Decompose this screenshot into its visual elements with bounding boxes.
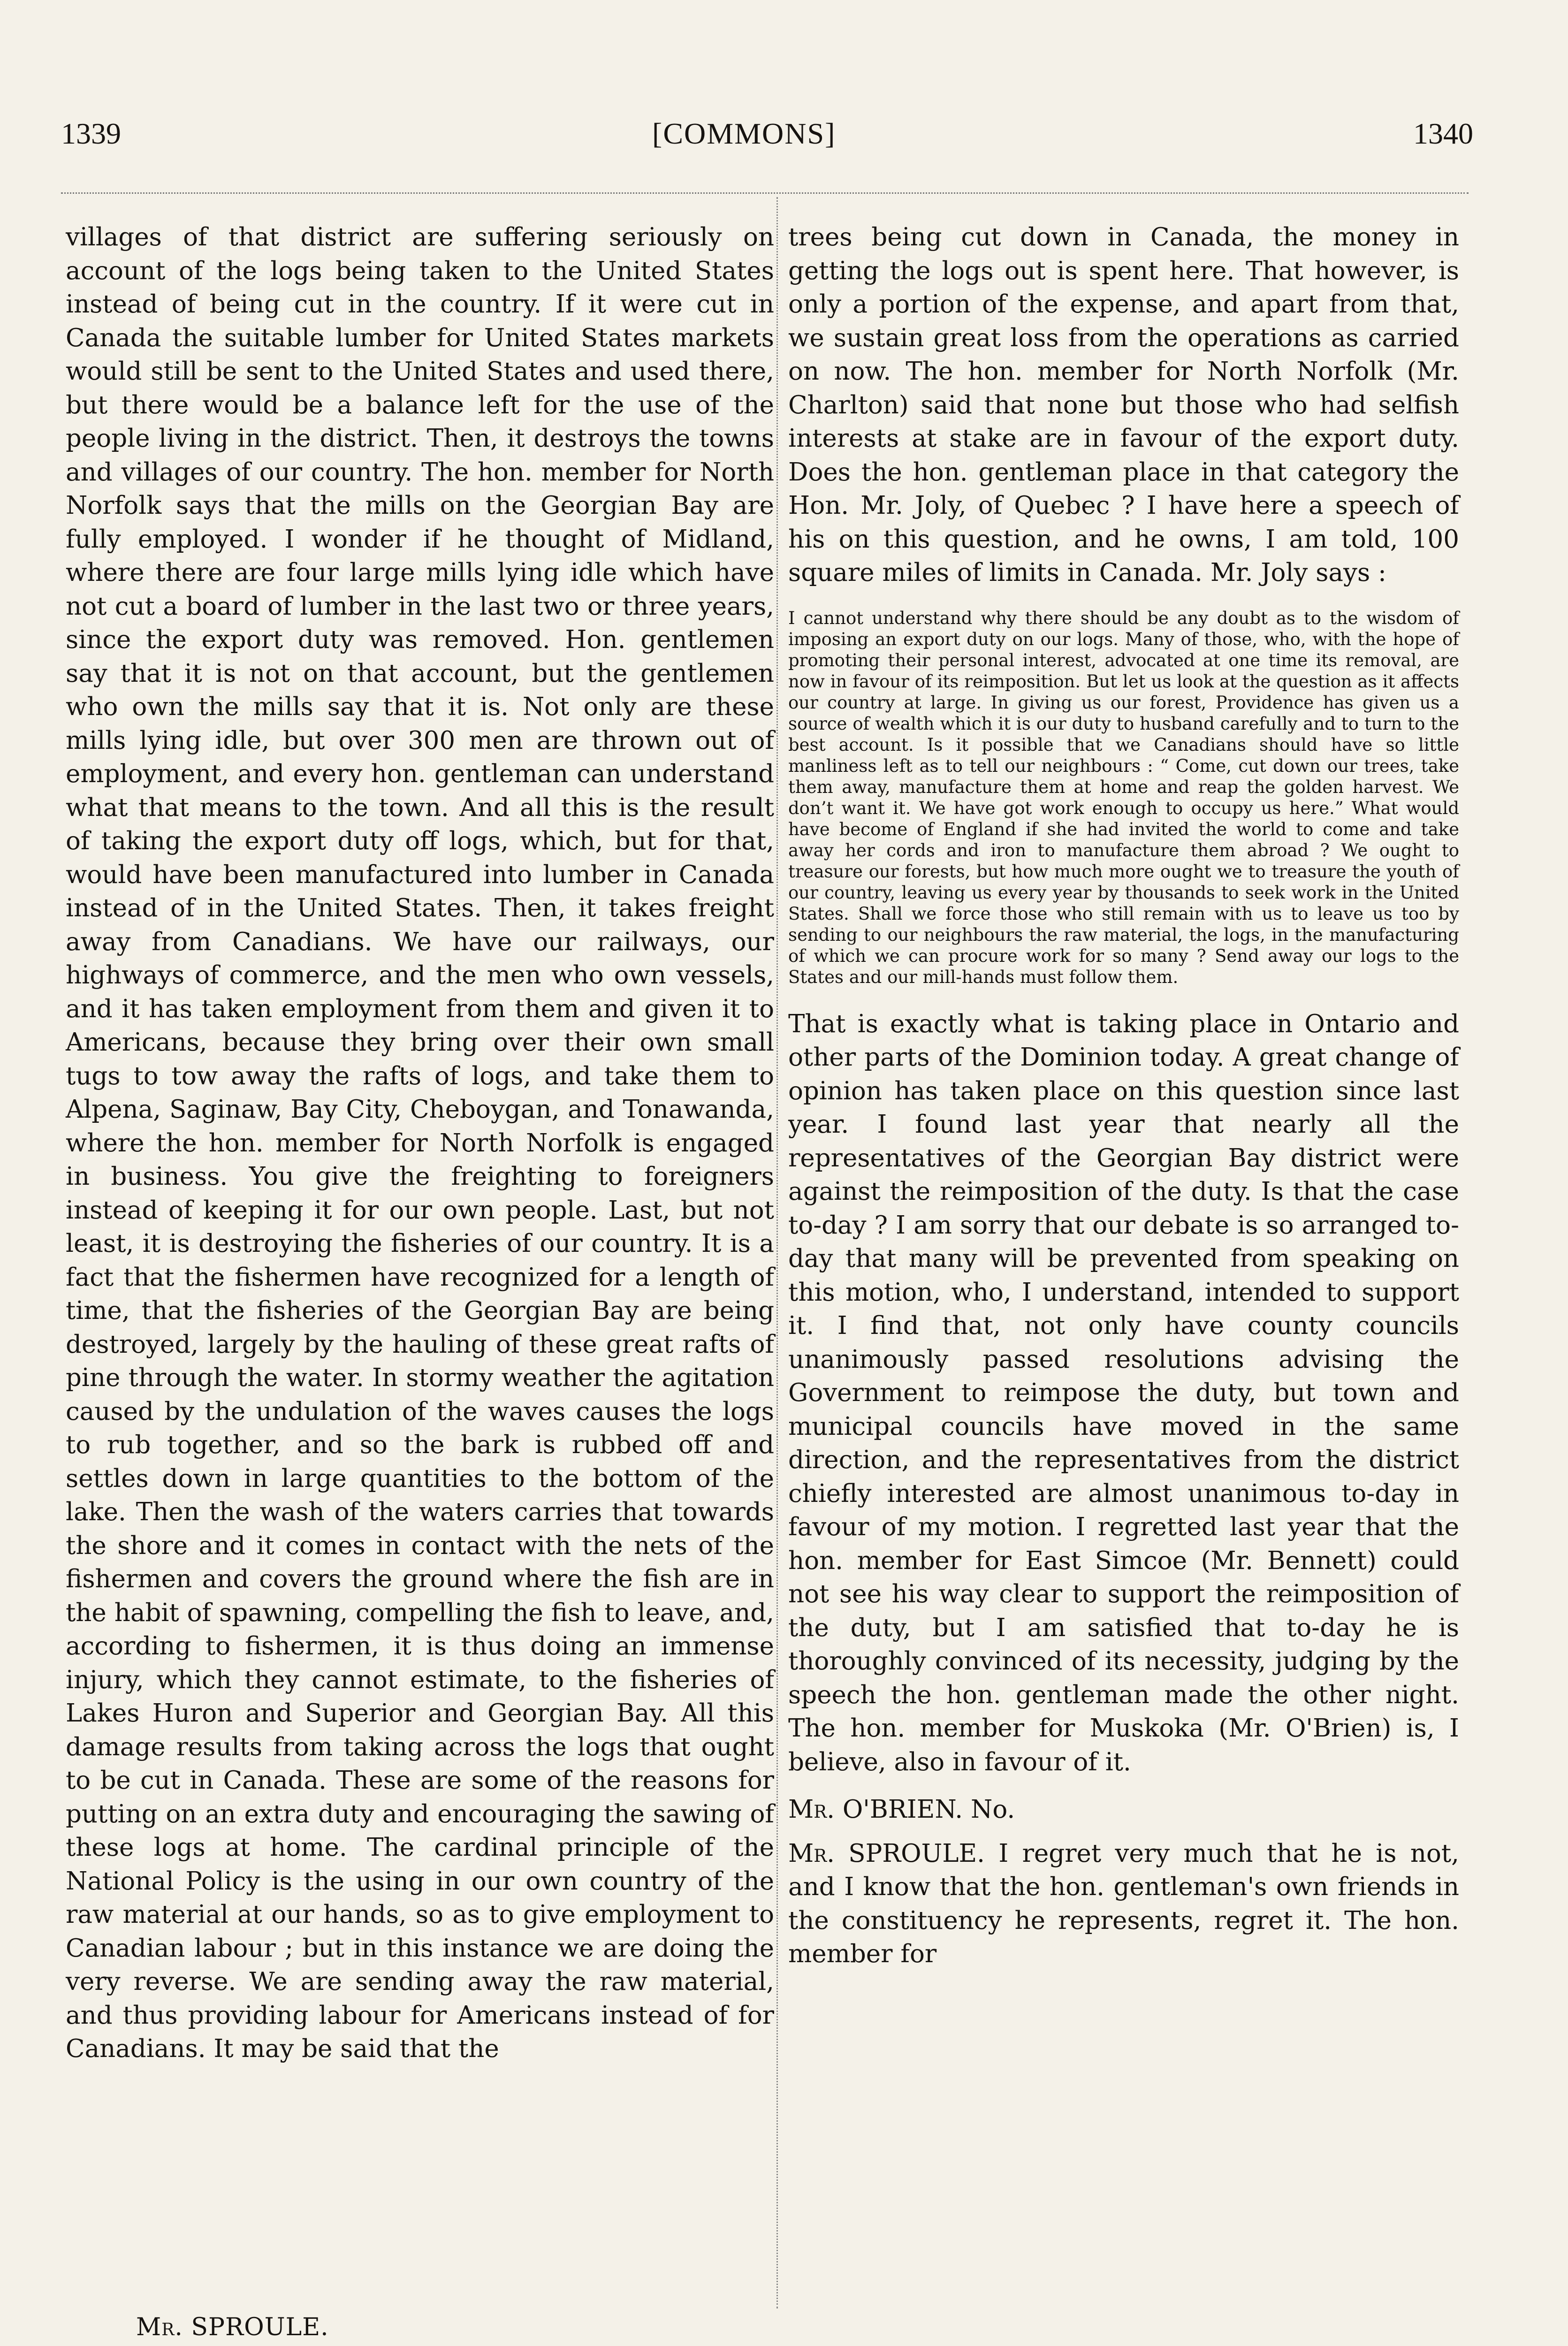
sproule-speaker: Mr. SPROULE.	[788, 1839, 985, 1868]
obrien-speaker: Mr. O'BRIEN.	[788, 1795, 963, 1824]
page-number-left: 1339	[61, 117, 121, 150]
obrien-line	[788, 1793, 1459, 1827]
sproule-paragraph	[788, 1837, 1459, 1971]
page-header	[61, 116, 1473, 168]
joly-quotation: I cannot understand why there should be any doubt as to the wisdom of imposing an export duty on our logs. Many of those, who, with the hope of promoting their personal interest, advocated at one time its removal, are now in favour of its reimposition. But let us look at the question as it affects our country at large. In giving us our forest, Providence has given us a source of wealth which it is our duty to husband carefully and to turn to the best account. Is it possible that we Canadians should have so little manliness left as to tell our neighbours : “ Come, cut down our trees, take them away, manufacture them at home and reap the golden harvest. We don’t want it. We have got work enough to occupy us here.” What would have become of England if she had invited the world to come and take away her cords and iron to manufacture them abroad ? We ought to treasure our forests, but how much more ought we to treasure the youth of our country, leaving us every year by thousands to seek work in the United States. Shall we force those who still remain with us to leave us too by sending to our neighbours the raw material, the logs, in the manufacturing of which we can procure work for so many ? Send away our logs to the States and our mill-hands must follow them.	[788, 608, 1459, 987]
right-column	[788, 221, 1459, 1971]
right-after-quote-paragraph: That is exactly what is taking place in Ontario and other parts of the Dominion today. A great change of opinion has taken place on this question since last year. I found last year that nearly all the representatives of the Georgian Bay district were against the reimposition of the duty. Is that the case to-day ? I am sorry that our debate is so arranged to-day that many will be prevented from speaking on this motion, who, I understand, intended to support it. I find that, not only have county councils unanimously passed resolutions advising the Government to reimpose the duty, but town and municipal councils have moved in the same direction, and the representatives from the district chiefly interested are almost unanimous to-day in favour of my motion. I regretted last year that the hon. member for East Simcoe (Mr. Bennett) could not see his way clear to support the reimposition of the duty, but I am satisfied that to-day he is thoroughly convinced of its necessity, judging by the speech the hon. gentleman made the other night. The hon. member for Muskoka (Mr. O'Brien) is, I believe, also in favour of it.	[788, 1009, 1459, 1776]
sproule-text: I regret very much that he is not, and I know that the hon. gentleman's own friends in the constituency he represents, regret it. The hon. member for	[788, 1839, 1460, 1968]
right-intro-paragraph: trees being cut down in Canada, the money in getting the logs out is spent here. That however, is only a portion of the expense, and apart from that, we sustain great loss from the operations as carried on now. The hon. member for North Norfolk (Mr. Charlton) said that none but those who had selfish interests at stake are in favour of the export duty. Does the hon. gentleman place in that category the Hon. Mr. Joly, of Quebec ? I have here a speech of his on this question, and he owns, I am told, 100 square miles of limits in Canada. Mr. Joly says :	[788, 223, 1459, 587]
obrien-text: No.	[971, 1795, 1015, 1824]
page-title: [COMMONS]	[652, 117, 836, 150]
left-column-text: villages of that district are suffering seriously on account of the logs being taken to the United States instead of being cut in the country. If it were cut in Canada the suitable lumber for United States markets would still be sent to the United States and used there, but there would be a balance left for the use of the people living in the district. Then, it destroys the towns and villages of our country. The hon. member for North Norfolk says that the mills on the Georgian Bay are fully employed. I wonder if he thought of Midland, where there are four large mills lying idle which have not cut a board of lumber in the last two or three years, since the export duty was removed. Hon. gentlemen say that it is not on that account, but the gentlemen who own the mills say that it is. Not only are these mills lying idle, but over 300 men are thrown out of employment, and every hon. gentleman can understand what that means to the town. And all this is the result of taking the export duty off logs, which, but for that, would have been manufactured into lumber in Canada instead of in the United States. Then, it takes freight away from Canadians. We have our railways, our highways of commerce, and the men who own vessels, and it has taken employment from them and given it to Americans, because they bring over their own small tugs to tow away the rafts of logs, and take them to Alpena, Saginaw, Bay City, Cheboygan, and Tonawanda, where the hon. member for North Norfolk is engaged in business. You give the freighting to foreigners instead of keeping it for our own people. Last, but not least, it is destroying the fisheries of our country. It is a fact that the fishermen have recognized for a length of time, that the fisheries of the Georgian Bay are being destroyed, largely by the hauling of these great rafts of pine through the water. In stormy weather the agitation caused by the undulation of the waves causes the logs to rub together, and so the bark is rubbed off and settles down in large quantities to the bottom of the lake. Then the wash of the waters carries that towards the shore and it comes in contact with the nets of the fishermen and covers the ground where the fish are in the habit of spawning, compelling the fish to leave, and, according to fishermen, it is thus doing an immense injury, which they cannot estimate, to the fisheries of Lakes Huron and Superior and Georgian Bay. All this damage results from taking across the logs that ought to be cut in Canada. These are some of the reasons for putting on an extra duty and encouraging the sawing of these logs at home. The cardinal principle of the National Policy is the using in our own country of the raw material at our hands, so as to give employment to Canadian labour ; but in this instance we are doing the very reverse. We are sending away the raw material, and thus providing labour for Americans instead of for Canadians. It may be said that the	[66, 223, 774, 2063]
column-divider	[776, 197, 778, 2308]
left-column	[66, 221, 774, 2066]
footer-speaker-mark: Mr. SPROULE.	[136, 2313, 329, 2341]
header-rule	[61, 192, 1469, 194]
page-number-right: 1340	[1413, 117, 1473, 150]
